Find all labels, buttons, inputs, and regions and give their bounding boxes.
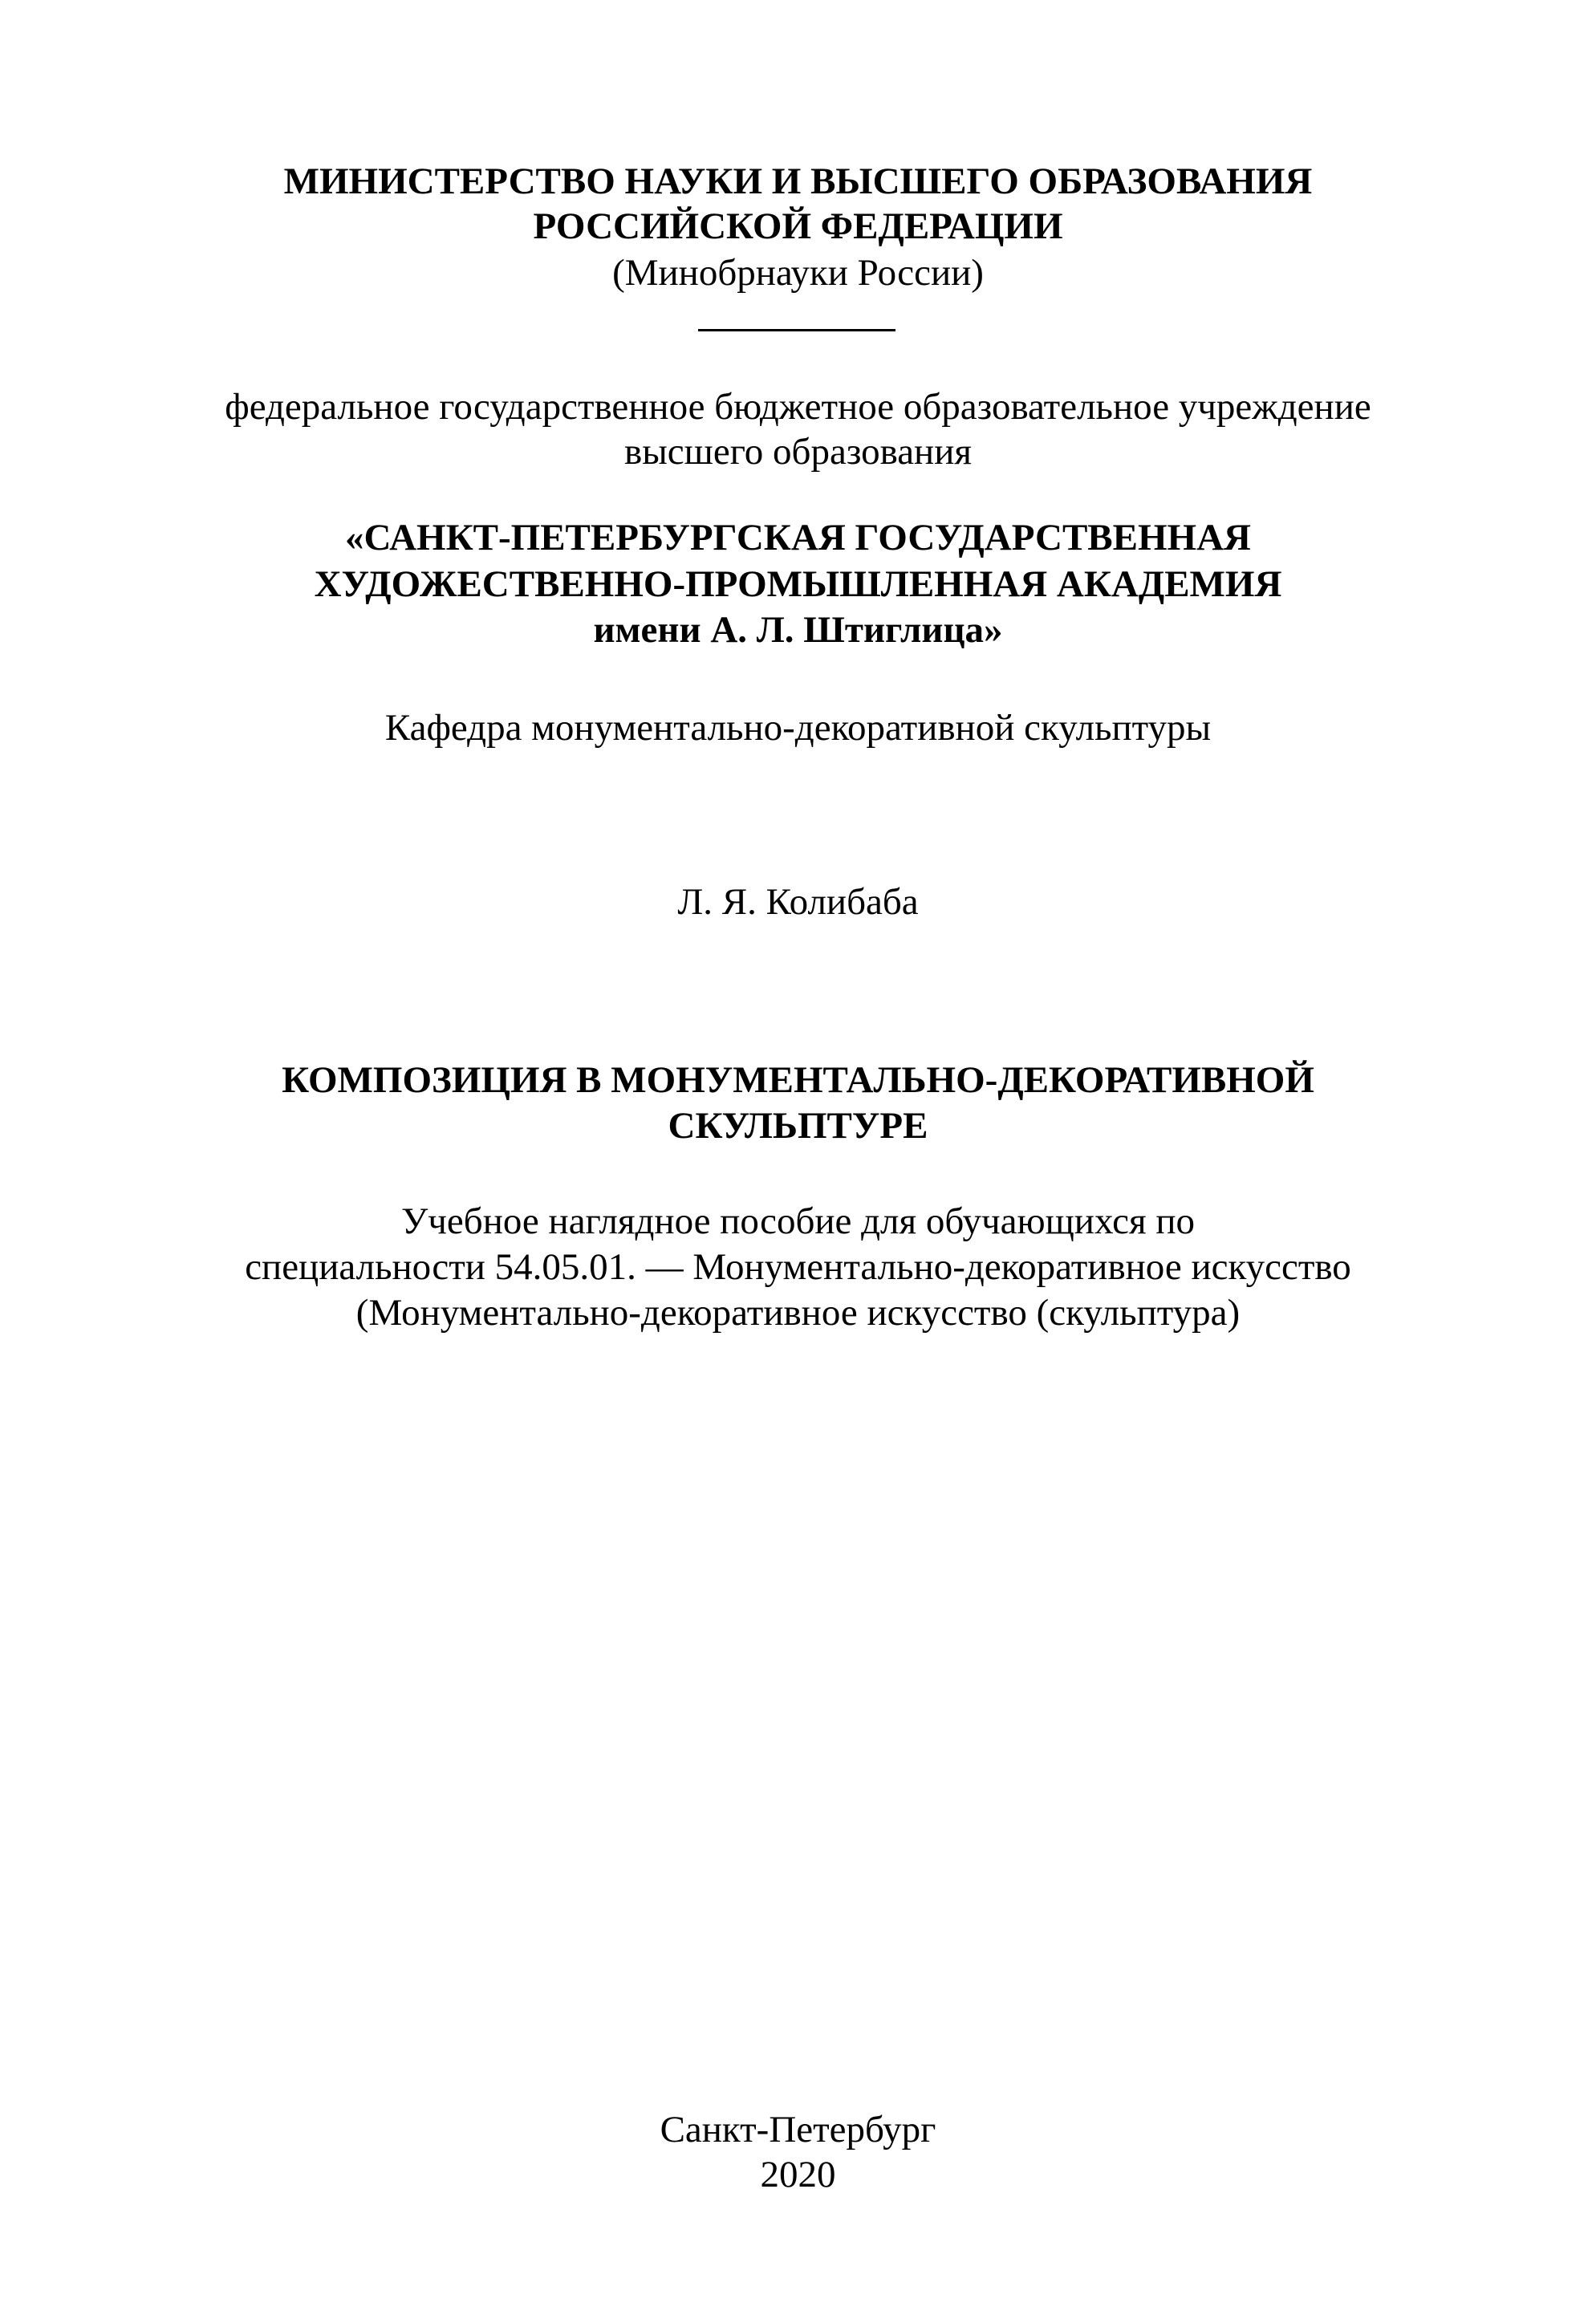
institution-name-line-2: ХУДОЖЕСТВЕННО-ПРОМЫШЛЕННАЯ АКАДЕМИЯ bbox=[314, 563, 1282, 605]
ministry-short-name: (Минобрнауки России) bbox=[612, 252, 984, 294]
department-name: Кафедра монументально-декоративной скульптуры bbox=[384, 707, 1212, 749]
author-name: Л. Я. Колибаба bbox=[677, 881, 919, 923]
institution-name-line-3: имени А. Л. Штиглица» bbox=[593, 609, 1003, 651]
header-divider bbox=[698, 329, 895, 331]
subtitle-line-2: специальности 54.05.01. — Монументально-декоративное искусство bbox=[245, 1246, 1351, 1288]
subtitle-line-1: Учебное наглядное пособие для обучающихся по bbox=[401, 1200, 1195, 1242]
publication-year: 2020 bbox=[760, 2154, 836, 2195]
publication-city: Санкт-Петербург bbox=[660, 2109, 936, 2151]
subtitle-line-3: (Монументально-декоративное искусство (скульптура) bbox=[355, 1292, 1241, 1334]
document-title-line-1: КОМПОЗИЦИЯ В МОНУМЕНТАЛЬНО-ДЕКОРАТИВНОЙ bbox=[282, 1059, 1314, 1101]
ministry-name-line-2: РОССИЙСКОЙ ФЕДЕРАЦИИ bbox=[533, 205, 1063, 247]
institution-type-line-2: высшего образования bbox=[624, 431, 972, 473]
institution-type-line-1: федеральное государственное бюджетное образовательное учреждение bbox=[225, 386, 1371, 428]
ministry-name-line-1: МИНИСТЕРСТВО НАУКИ И ВЫСШЕГО ОБРАЗОВАНИЯ bbox=[283, 160, 1313, 202]
document-title-line-2: СКУЛЬПТУРЕ bbox=[668, 1105, 928, 1147]
institution-name-line-1: «САНКТ-ПЕТЕРБУРГСКАЯ ГОСУДАРСТВЕННАЯ bbox=[344, 517, 1252, 558]
